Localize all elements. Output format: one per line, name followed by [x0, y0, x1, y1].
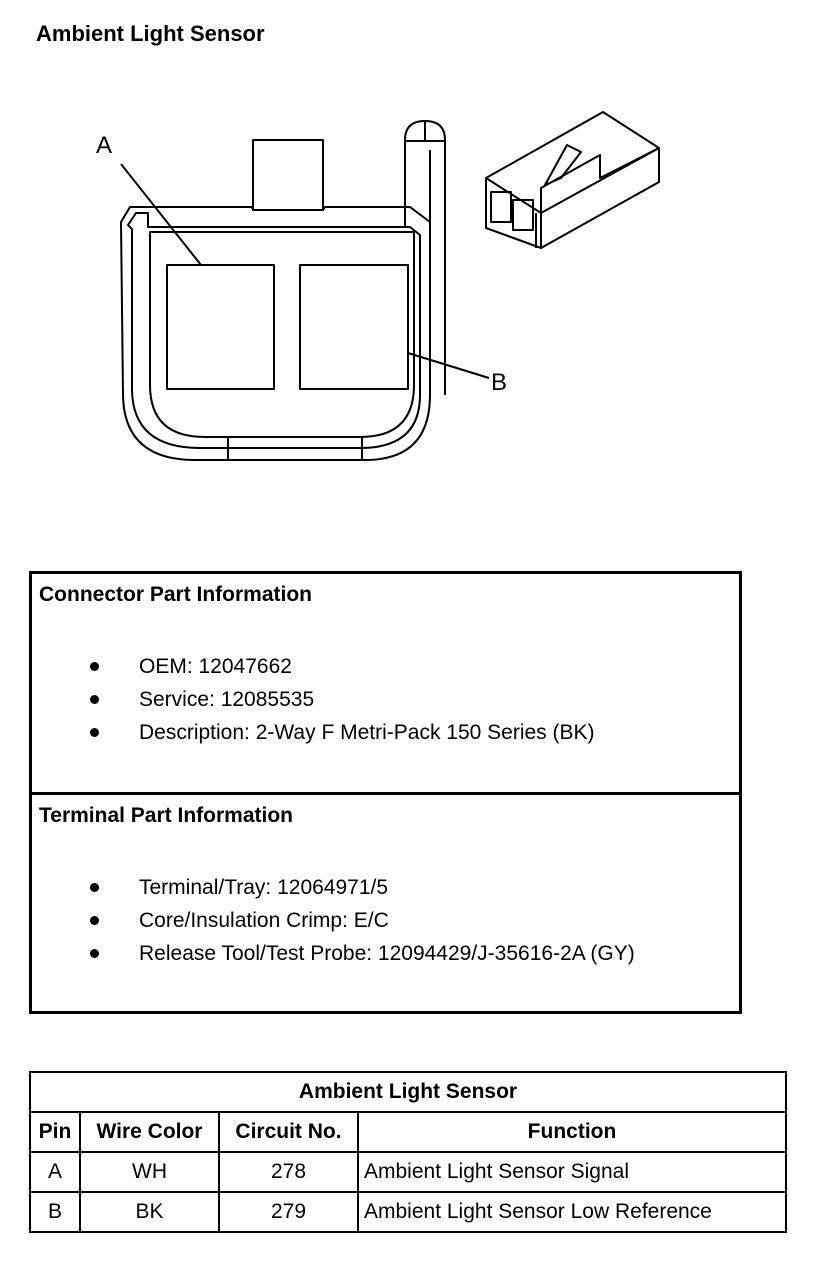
terminal-cavity-a — [167, 265, 274, 389]
bullet-icon — [90, 949, 99, 958]
wire-color-cell: BK — [80, 1192, 219, 1232]
pin-cell: B — [30, 1192, 80, 1232]
bullet-icon — [90, 728, 99, 737]
connector-3d-view — [486, 112, 659, 248]
circuit-no-cell: 278 — [219, 1152, 358, 1192]
callout-a-label: A — [96, 132, 113, 159]
pin-cell: A — [30, 1152, 80, 1192]
connector-cavity — [150, 232, 414, 437]
table-row — [30, 1152, 786, 1192]
function-cell: Ambient Light Sensor Low Reference — [358, 1192, 786, 1232]
terminal-info-heading: Terminal Part Information — [39, 804, 293, 827]
circuit-no-cell: 279 — [219, 1192, 358, 1232]
pin-table-caption: Ambient Light Sensor — [30, 1072, 786, 1112]
bullet-icon — [90, 916, 99, 925]
callout-a-leader — [121, 164, 201, 265]
part-information-box — [29, 571, 742, 1014]
page-title: Ambient Light Sensor — [36, 21, 265, 46]
bullet-icon — [90, 883, 99, 892]
connector-latch-tab — [253, 140, 323, 210]
table-caption-row — [30, 1072, 786, 1112]
callout-b-label: B — [491, 369, 508, 396]
table-header-row — [30, 1112, 786, 1152]
terminal-cavity-b — [300, 265, 408, 389]
terminal-part-info: Terminal Part Information Terminal/Tray: 12064971/5 Core/Insulation Crimp: E/C Release Tool/Test Probe: 12094429/J-35616-2A (GY) — [39, 804, 635, 965]
column-header-circuit-no: Circuit No. — [219, 1112, 358, 1152]
column-header-wire-color: Wire Color — [80, 1112, 219, 1152]
wire-color-cell: WH — [80, 1152, 219, 1192]
pin-table — [29, 1071, 787, 1233]
connector-diagram — [0, 0, 832, 540]
table-row — [30, 1192, 786, 1232]
connector-info-heading: Connector Part Information — [39, 583, 313, 606]
bullet-icon — [90, 662, 99, 671]
column-header-pin: Pin — [30, 1112, 80, 1152]
column-header-function: Function — [358, 1112, 786, 1152]
connector-part-info: Connector Part Information OEM: 12047662 Service: 12085535 Description: 2-Way F Metri-Pack 150 Series (BK) — [32, 574, 739, 795]
bullet-icon — [90, 695, 99, 704]
function-cell: Ambient Light Sensor Signal — [358, 1152, 786, 1192]
